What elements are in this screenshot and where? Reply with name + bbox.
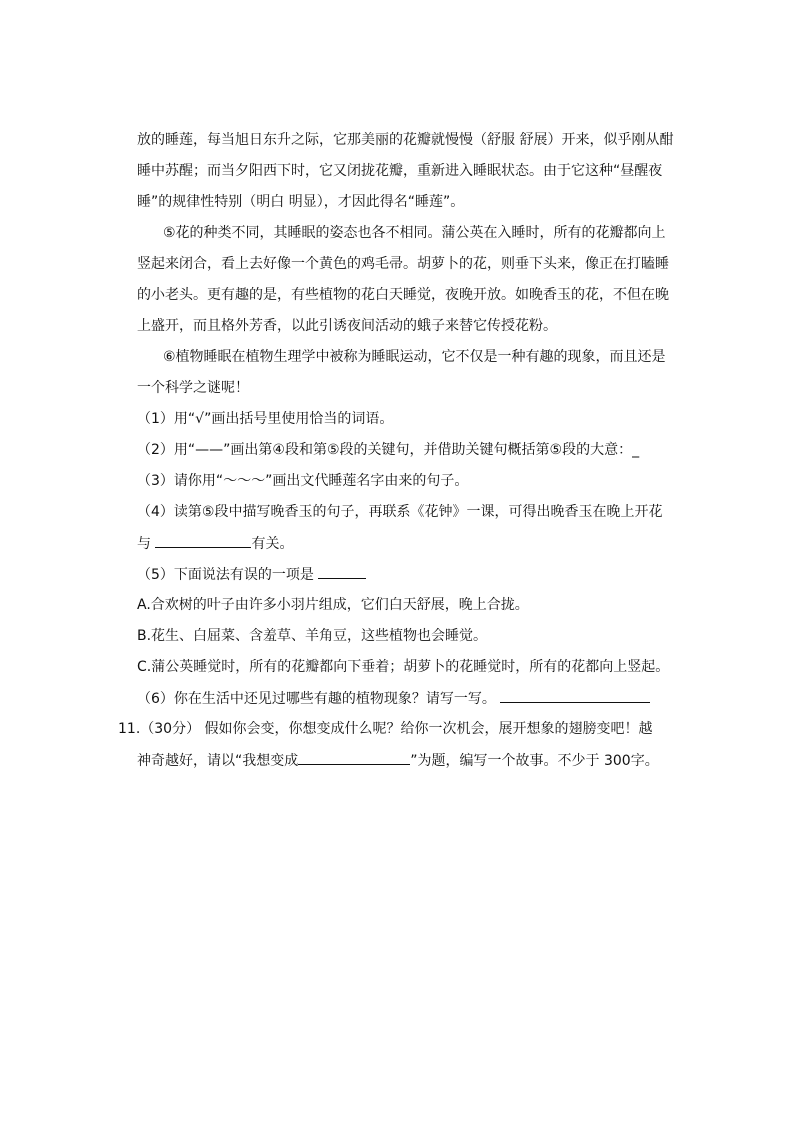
question-6-text: （6）你在生活中还见过哪些有趣的植物现象？请写一写。 xyxy=(137,691,501,707)
passage-paragraph-6-line-1: ⑥植物睡眠在植物生理学中被称为睡眠运动，它不仅是一种有趣的现象，而且还是 xyxy=(163,349,666,365)
question-11-line-2 xyxy=(137,750,659,771)
passage-paragraph-5-line-4: 上盛开，而且格外芳香，以此引诱夜间活动的蛾子来替它传授花粉。 xyxy=(137,318,557,334)
answer-blank-q6[interactable] xyxy=(500,688,650,703)
passage-paragraph-5-line-3: 的小老头。更有趣的是，有些植物的花白天睡觉，夜晚开放。如晚香玉的花，不但在晚 xyxy=(137,287,669,303)
question-4-line-2 xyxy=(137,533,293,554)
question-3: （3）请你用“～～～”画出文代睡莲名字由来的句子。 xyxy=(137,473,469,489)
passage-paragraph-4-line-3: 睡”的规律性特别（明白 明显），才因此得名“睡莲”。 xyxy=(137,194,465,210)
question-11-line-1: 11.（30分） 假如你会变，你想变成什么呢？给你一次机会，展开想象的翅膀变吧！越 xyxy=(118,721,653,737)
question-5-option-b: B.花生、白屈菜、含羞草、羊角豆，这些植物也会睡觉。 xyxy=(137,628,488,644)
passage-paragraph-5-line-2: 竖起来闭合，看上去好像一个黄色的鸡毛帚。胡萝卜的花，则垂下头来，像正在打瞌睡 xyxy=(137,256,669,272)
question-11-suffix: ”为题，编写一个故事。不少于 300字。 xyxy=(410,753,659,769)
question-4-suffix: 有关。 xyxy=(251,536,294,552)
passage-paragraph-5-line-1: ⑤花的种类不同，其睡眠的姿态也各不相同。蒲公英在入睡时，所有的花瓣都向上 xyxy=(163,225,666,241)
passage-paragraph-6-line-2: 一个科学之谜呢！ xyxy=(137,380,249,396)
answer-blank-q5[interactable] xyxy=(318,564,366,579)
question-2: （2）用“——”画出第④段和第⑤段的关键句，并借助关键句概括第⑤段的大意：_ xyxy=(137,442,640,458)
passage-paragraph-4-line-2: 睡中苏醒；而当夕阳西下时，它又闭拢花瓣，重新进入睡眠状态。由于它这种“昼醒夜 xyxy=(137,163,663,179)
question-1: （1）用“√”画出括号里使用恰当的词语。 xyxy=(137,411,394,427)
answer-blank-q4[interactable] xyxy=(155,533,251,548)
question-5-text: （5）下面说法有误的一项是 xyxy=(137,567,319,583)
question-5 xyxy=(137,564,366,585)
question-4-line-1: （4）读第⑤段中描写晚香玉的句子，再联系《花钟》一课，可得出晚香玉在晚上开花 xyxy=(137,504,663,520)
question-5-option-a: A.合欢树的叶子由许多小羽片组成，它们白天舒展，晚上合拢。 xyxy=(137,597,529,613)
answer-blank-q11[interactable] xyxy=(298,750,410,765)
question-5-option-c: C.蒲公英睡觉时，所有的花瓣都向下垂着；胡萝卜的花睡觉时，所有的花都向上竖起。 xyxy=(137,659,670,675)
question-4-prefix: 与 xyxy=(137,536,156,552)
question-11-prefix: 神奇越好，请以“我想变成 xyxy=(137,753,299,769)
passage-paragraph-4-line-1: 放的睡莲，每当旭日东升之际，它那美丽的花瓣就慢慢（舒服 舒展）开来，似乎刚从酣 xyxy=(137,132,674,148)
question-6 xyxy=(137,688,650,709)
